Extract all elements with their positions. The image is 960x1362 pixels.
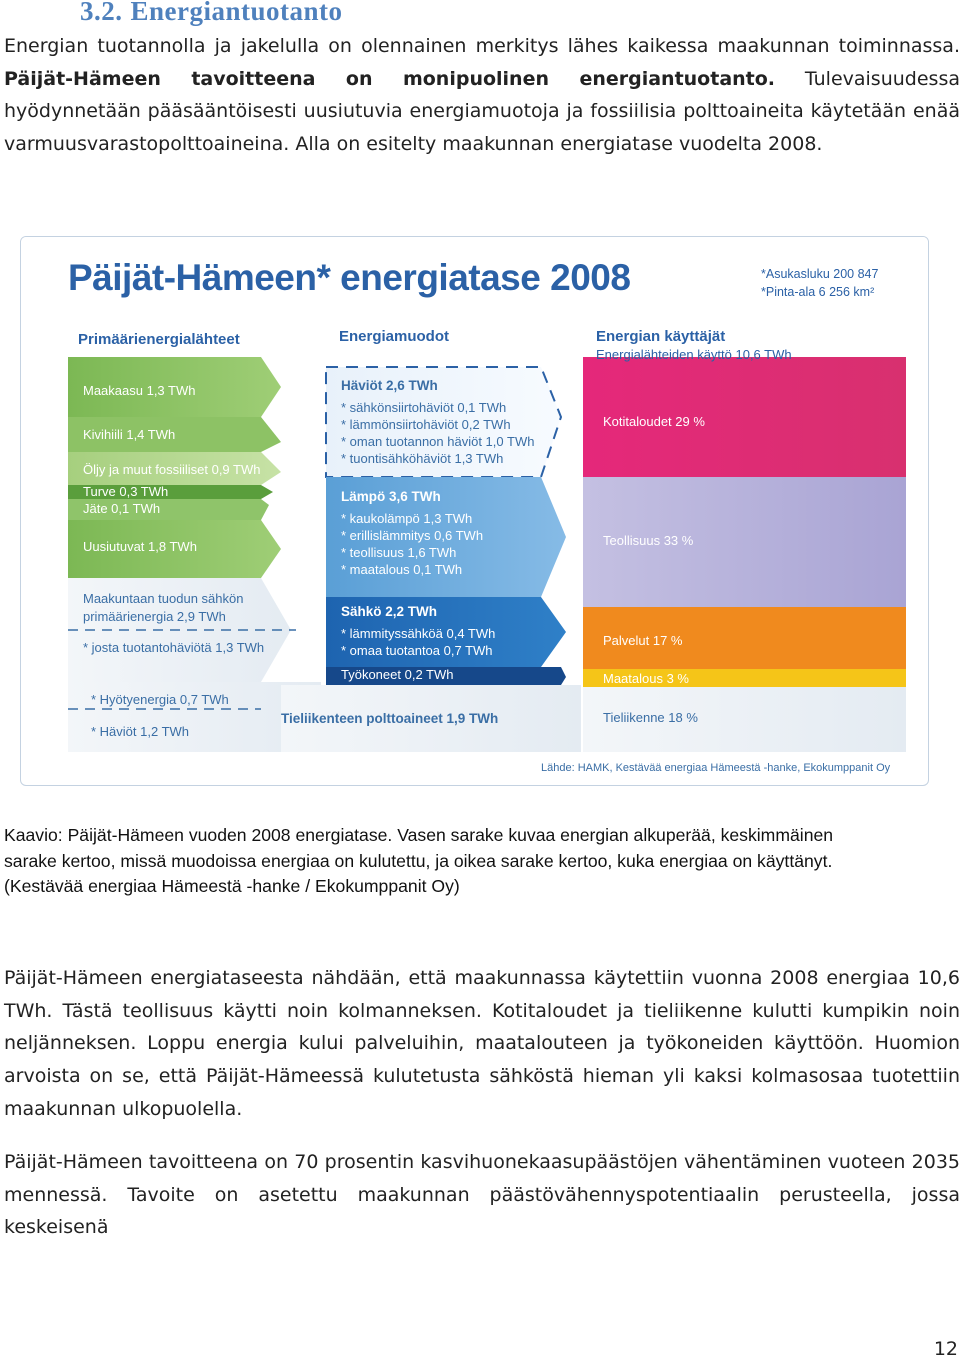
section-number: 3.2. [80, 0, 123, 26]
area-note: *Pinta-ala 6 256 km² [761, 285, 875, 299]
losses-item-4: * tuontisähköhäviöt 1,3 TWh [341, 451, 504, 466]
losses-item-2: * lämmönsiirtohäviöt 0,2 TWh [341, 417, 511, 432]
losses-item-3: * oman tuotannon häviöt 1,0 TWh [341, 434, 535, 449]
electricity-title: Sähkö 2,2 TWh [341, 604, 438, 619]
electricity-item-2: * omaa tuotantoa 0,7 TWh [341, 643, 493, 658]
peat-label: Turve 0,3 TWh [83, 484, 169, 499]
losses-title: Häviöt 2,6 TWh [341, 378, 438, 393]
population-note: *Asukasluku 200 847 [761, 267, 879, 281]
figure-source: Lähde: HAMK, Kestävää energiaa Hämeestä -hanke, Ekokumppanit Oy [541, 762, 891, 774]
figure-title: Päijät-Hämeen* energiatase 2008 [68, 257, 631, 298]
intro-line1: Energian tuotannolla ja jakelulla on olennainen merkitys lähes kaikessa maakunnan toiminnassa. [4, 35, 960, 57]
primary-sources-header: Primäärienergialähteet [78, 331, 240, 348]
natural-gas-label: Maakaasu 1,3 TWh [83, 383, 196, 398]
target-paragraph: Päijät-Hämeen tavoitteena on 70 prosentin kasvihuonekaasupäästöjen vähentäminen vuoteen 2035 mennessä. Tavoite on asetettu maakunnan päästövähennyspotentiaalin perusteella, jossa keskeisenä [4, 1151, 960, 1239]
agriculture-label: Maatalous 3 % [603, 671, 689, 686]
intro-rest: Tulevaisuudessa hyödynnetään pääsääntöisesti uusiutuvia energiamuotoja ja fossiilisia polttoaineita käytetään enää varmuusvarastopolttoaineina. Alla on esitelty maakunnan energiatase vuodelta 2008. [4, 67, 960, 156]
energy-balance-figure [20, 236, 929, 786]
machinery-label: Työkoneet 0,2 TWh [341, 667, 454, 682]
page-number: 12 [933, 1338, 958, 1360]
heat-item-1: * kaukolämpö 1,3 TWh [341, 511, 473, 526]
heat-item-3: * teollisuus 1,6 TWh [341, 545, 457, 560]
caption-line1: Kaavio: Päijät-Hämeen vuoden 2008 energiatase. Vasen sarake kuvaa energian alkuperää, keskimmäinen [4, 825, 834, 845]
households-label: Kotitaloudet 29 % [603, 414, 705, 429]
services-label: Palvelut 17 % [603, 633, 683, 648]
imported-label-line1: Maakuntaan tuodun sähkön [83, 591, 244, 606]
energy-forms-header: Energiamuodot [339, 328, 450, 345]
figure-caption [4, 823, 944, 900]
section-heading [80, 0, 343, 27]
imported-loss-label: * josta tuotantohäviötä 1,3 TWh [83, 640, 265, 655]
oil-label: Öljy ja muut fossiiliset 0,9 TWh [83, 462, 261, 477]
losses-item-1: * sähkönsiirtohäviöt 0,1 TWh [341, 400, 507, 415]
heat-item-2: * erillislämmitys 0,6 TWh [341, 528, 484, 543]
primary-losses-label: * Häviöt 1,2 TWh [91, 724, 190, 739]
useful-energy-label: * Hyötyenergia 0,7 TWh [91, 692, 229, 707]
section-title: Energiantuotanto [130, 0, 343, 26]
electricity-item-1: * lämmityssähköä 0,4 TWh [341, 626, 496, 641]
caption-line2: sarake kertoo, missä muodoissa energiaa on kulutettu, ja oikea sarake kertoo, kuka energiaa on käyttänyt. [4, 850, 833, 871]
heat-title: Lämpö 3,6 TWh [341, 489, 441, 504]
coal-label: Kivihiili 1,4 TWh [83, 427, 176, 442]
renewables-label: Uusiutuvat 1,8 TWh [83, 539, 197, 554]
heat-item-4: * maatalous 0,1 TWh [341, 562, 463, 577]
industry-label: Teollisuus 33 % [603, 533, 694, 548]
energy-users-header: Energian käyttäjät [596, 328, 726, 345]
caption-line3: (Kestävää energiaa Hämeestä -hanke / Ekokumppanit Oy) [4, 876, 460, 896]
road-traffic-label: Tieliikenne 18 % [603, 710, 698, 725]
energy-users-subheader: Energialähteiden käyttö 10,6 TWh [596, 347, 792, 362]
waste-label: Jäte 0,1 TWh [83, 501, 161, 516]
intro-bold-sentence: Päijät-Hämeen tavoitteena on monipuolinen energiantuotanto. [4, 67, 776, 90]
traffic-fuel-label: Tieliikenteen polttoaineet 1,9 TWh [281, 711, 499, 726]
imported-label-line2: primäärienergia 2,9 TWh [83, 609, 226, 624]
intro-paragraph [4, 30, 960, 161]
analysis-paragraph: Päijät-Hämeen energiataseesta nähdään, että maakunnassa käytettiin vuonna 2008 energiaa 10,6 TWh. Tästä teollisuus käytti noin kolmanneksen. Kotitaloudet ja tieliikenne kulutti kumpikin noin neljänneksen. Loppu energia kului palveluihin, maatalouteen ja työkoneiden käyttöön. Huomion arvoista on se, että Päijät-Hämeessä kulutetusta sähköstä hieman yli kaksi kolmasosaa tuotettiin maakunnan ulkopuolella. [4, 967, 960, 1120]
